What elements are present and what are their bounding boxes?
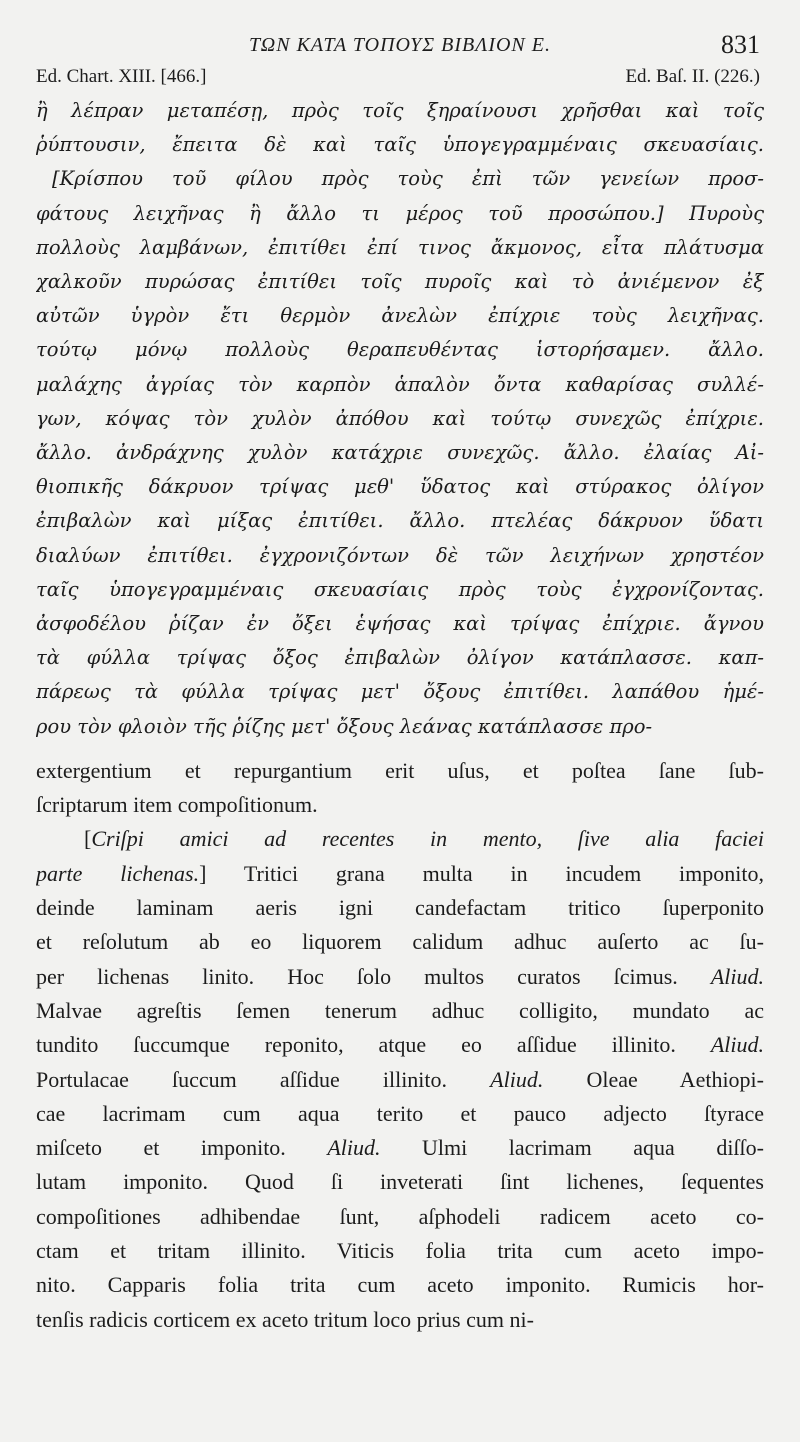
latin-italic-text: Aliud. — [490, 1066, 544, 1092]
latin-text-line — [36, 925, 764, 959]
greek-text-line: ρου τὸν φλοιὸν τῆς ῥίζης μετ' ὄξους λεάνας κατάπλασσε προ- — [36, 714, 653, 738]
latin-text-line — [36, 1200, 764, 1234]
greek-text-block — [36, 94, 764, 744]
latin-text: tenſis radicis corticem ex aceto tritum loco prius cum ni- — [36, 1306, 534, 1332]
latin-text: compoſitiones adhibendae ſunt, aſphodeli radicem aceto co- — [36, 1203, 764, 1229]
greek-text-line: ἄλλο. ἀνδράχνης χυλὸν κατάχριε συνεχῶς. ἄλλο. ἐλαίας Αἰ- — [36, 441, 764, 465]
latin-text: per lichenas linito. Hoc ſolo multos curatos ſcimus. — [36, 963, 711, 989]
greek-text-line: μαλάχης ἀγρίας τὸν καρπὸν ἁπαλὸν ὄντα καθαρίσας συλλέ- — [36, 372, 764, 396]
latin-text-line — [36, 1234, 764, 1268]
latin-text-line — [36, 754, 764, 788]
latin-italic-text: Aliud. — [710, 1032, 764, 1058]
latin-text: cae lacrimam cum aqua terito et pauco adjecto ſtyrace — [36, 1100, 764, 1126]
latin-text-line — [36, 788, 764, 822]
greek-text-line: χαλκοῦν πυρώσας ἐπιτίθει τοῖς πυροῖς καὶ τὸ ἀνιέμενον ἐξ — [36, 270, 764, 294]
latin-text: nito. Capparis folia trita cum aceto imponito. Rumicis hor- — [36, 1272, 764, 1298]
latin-text: lutam imponito. Quod ſi inveterati ſint lichenes, ſequentes — [36, 1169, 764, 1195]
latin-text: extergentium et repurgantium erit uſus, et poſtea ſane ſub- — [36, 757, 764, 783]
page-number: 831 — [721, 30, 760, 59]
greek-text-line: διαλύων ἐπιτίθει. ἐγχρονιζόντων δὲ τῶν λειχήνων χρηστέον — [36, 543, 764, 567]
latin-text: ] Tritici grana multa in incudem imponito, — [199, 860, 764, 886]
latin-text: Oleae Aethiopi- — [543, 1066, 764, 1092]
latin-text-line — [36, 960, 764, 994]
greek-text-line: ἀσφοδέλου ῥίζαν ἐν ὄξει ἑψήσας καὶ τρίψας ἐπίχριε. ἄγνου — [36, 612, 764, 636]
latin-text-block — [36, 754, 764, 1337]
latin-text-line — [36, 1131, 764, 1165]
latin-italic-text: Aliud. — [710, 963, 764, 989]
greek-text-line: [Κρίσπου τοῦ φίλου πρὸς τοὺς ἐπὶ τῶν γενείων προσ- — [52, 167, 764, 191]
latin-text-line — [36, 1165, 764, 1199]
greek-text-line: πολλοὺς λαμβάνων, ἐπιτίθει ἐπί τινος ἄκμονος, εἶτα πλάτυσμα — [36, 235, 764, 259]
greek-text-line: ταῖς ὑπογεγραμμέναις σκευασίαις πρὸς τοὺς ἐγχρονίζοντας. — [36, 577, 764, 601]
greek-text-line: ἐπιβαλὼν καὶ μίξας ἐπιτίθει. ἄλλο. πτελέας δάκρυον ὕδατι — [36, 509, 764, 533]
latin-text-line — [36, 1303, 764, 1337]
greek-text-line: ἢ λέπραν μεταπέσῃ, πρὸς τοῖς ξηραίνουσι χρῆσθαι καὶ τοῖς — [36, 99, 764, 122]
edition-chartier-ref: Ed. Chart. XIII. [466.] — [36, 66, 207, 87]
running-head — [36, 28, 764, 64]
edition-reference-line — [36, 64, 764, 94]
latin-italic-text: parte lichenas. — [36, 860, 200, 886]
latin-text-line — [36, 857, 764, 891]
greek-text-line: τούτῳ μόνῳ πολλοὺς θεραπευθέντας ἱστορήσαμεν. ἄλλο. — [36, 338, 764, 362]
latin-italic-text: Criſpi amici ad recentes in mento, ſive alia faciei — [91, 826, 764, 852]
latin-text: ctam et tritam illinito. Viticis folia trita cum aceto impo- — [36, 1238, 764, 1264]
latin-text-line — [36, 1028, 764, 1062]
latin-text: Portulacae ſuccum aſſidue illinito. — [36, 1066, 491, 1092]
edition-basel-ref: Ed. Baſ. II. (226.) — [625, 66, 760, 87]
running-head-title: ΤΩΝ ΚΑΤΑ ΤΟΠΟΥΣ ΒΙΒΛΙΟΝ Ε. — [249, 34, 551, 56]
latin-text: [ — [84, 826, 92, 852]
latin-text-line — [36, 822, 764, 856]
greek-text-line: φάτους λειχῆνας ἢ ἄλλο τι μέρος τοῦ προσώπου.] Πυροὺς — [36, 201, 764, 225]
latin-text: Ulmi lacrimam aqua diſſo- — [380, 1135, 764, 1161]
greek-text-line: αὐτῶν ὑγρὸν ἔτι θερμὸν ἀνελὼν ἐπίχριε τοὺς λειχῆνας. — [36, 304, 764, 328]
greek-text-line: ῥύπτουσιν, ἔπειτα δὲ καὶ ταῖς ὑπογεγραμμέναις σκευασίαις. — [36, 133, 764, 157]
latin-text-line — [36, 994, 764, 1028]
latin-text-line — [36, 891, 764, 925]
latin-text-line — [36, 1063, 764, 1097]
greek-text-line: γων, κόψας τὸν χυλὸν ἀπόθου καὶ τούτῳ συνεχῶς ἐπίχριε. — [36, 406, 764, 430]
latin-text: Malvae agreſtis ſemen tenerum adhuc colligito, mundato ac — [36, 997, 764, 1023]
greek-text-line: πάρεως τὰ φύλλα τρίψας μετ' ὄξους ἐπιτίθει. λαπάθου ἡμέ- — [36, 680, 764, 704]
greek-text-line: τὰ φύλλα τρίψας ὄξος ἐπιβαλὼν ὀλίγον κατάπλασσε. καπ- — [36, 646, 764, 670]
latin-text: tundito ſuccumque reponito, atque eo aſſidue illinito. — [36, 1032, 711, 1058]
latin-text: deinde laminam aeris igni candefactam tritico ſuperponito — [36, 895, 764, 921]
latin-text-line — [36, 1268, 764, 1302]
latin-text: miſceto et imponito. — [36, 1135, 328, 1161]
latin-italic-text: Aliud. — [327, 1135, 381, 1161]
greek-text-line: θιοπικῆς δάκρυον τρίψας μεθ' ὕδατος καὶ στύρακος ὀλίγον — [36, 475, 764, 499]
latin-text-line — [36, 1097, 764, 1131]
latin-text: et reſolutum ab eo liquorem calidum adhuc auſerto ac ſu- — [36, 929, 764, 955]
latin-text: ſcriptarum item compoſitionum. — [36, 792, 318, 818]
